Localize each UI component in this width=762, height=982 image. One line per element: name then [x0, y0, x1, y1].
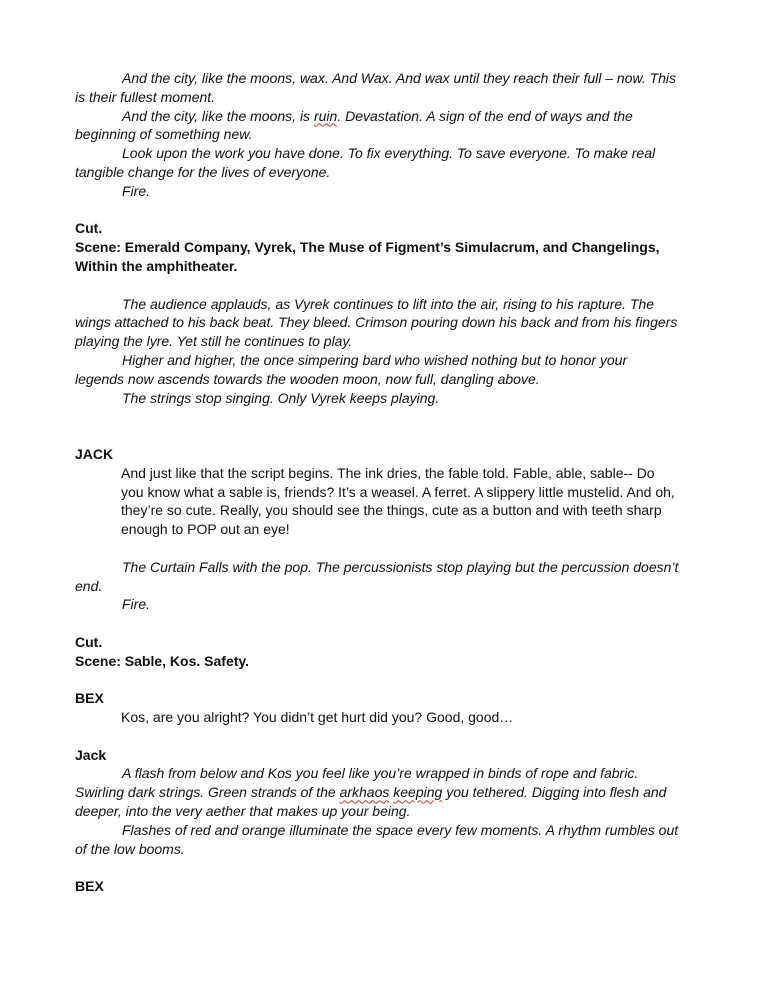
spacer	[75, 614, 680, 633]
text-run: . Devastation. A sign of the end of ways and the beginning of something new.	[75, 107, 633, 143]
action-line: Fire.	[122, 596, 150, 613]
text-run: you tethered. Digging into flesh and deeper, into the very aether that makes up your being.	[75, 784, 667, 820]
action-line: Look upon the work you have done. To fix everything. To save everyone. To make real tangible change for the lives of everyone.	[75, 145, 656, 180]
action-line: Higher and higher, the once simpering bard who wished nothing but to honor your legends now ascends towards the wooden moon, now full, dangling above.	[75, 351, 628, 387]
text-run: And the city, like the moons, is	[122, 107, 314, 124]
speaker-name: Jack	[75, 746, 107, 763]
transition-cut: Cut.	[75, 220, 103, 237]
action-line	[75, 764, 680, 820]
action-line: And the city, like the moons, wax. And Wax. And wax until they reach their full – now. This is their fullest moment.	[75, 70, 677, 105]
action-line: Flashes of red and orange illuminate the space every few moments. A rhythm rumbles out of the low booms.	[75, 821, 679, 857]
speaker-name: BEX	[75, 690, 104, 707]
spacer	[75, 858, 680, 877]
spellcheck-word[interactable]: arkhaos	[339, 784, 390, 801]
speaker-name: JACK	[75, 445, 114, 462]
spellcheck-word[interactable]: ruin	[313, 107, 338, 124]
speaker-name: BEX	[75, 878, 104, 895]
script-page	[75, 69, 680, 896]
spacer	[75, 671, 680, 690]
spacer	[75, 539, 680, 558]
spacer	[75, 201, 680, 220]
scene-heading: Scene: Emerald Company, Vyrek, The Muse of Figment’s Simulacrum, and Changelings, Within the amphitheater.	[75, 239, 660, 274]
scene-heading: Scene: Sable, Kos. Safety.	[75, 652, 250, 669]
transition-cut: Cut.	[75, 633, 103, 650]
text-run: A flash from below and Kos you feel like you’re wrapped in binds of rope and fabric. Swirling dark strings. Green strands of the	[75, 765, 639, 801]
spacer	[75, 276, 680, 295]
spellcheck-word[interactable]: keeping	[393, 784, 443, 801]
action-line: Fire.	[122, 182, 150, 199]
action-line: The audience applauds, as Vyrek continues to lift into the air, rising to his rapture. The wings attached to his back beat. They bleed. Crimson pouring down his back and from his fingers playing the lyre. Yet still he continues to play.	[75, 295, 678, 350]
spacer	[75, 407, 680, 445]
dialogue-text: Kos, are you alright? You didn’t get hurt did you? Good, good…	[121, 709, 514, 726]
action-line	[75, 107, 680, 145]
dialogue-text: And just like that the script begins. The ink dries, the fable told. Fable, able, sable-- Do you know what a sable is, friends? It’s a weasel. A ferret. A slippery little mustelid. And oh, they’re so cute. Really, you should see the things, cute as a button and with teeth sharp enough to POP out an eye!	[121, 464, 675, 538]
action-line: The Curtain Falls with the pop. The percussionists stop playing but the percussion doesn’t end.	[75, 558, 679, 594]
action-line: The strings stop singing. Only Vyrek keeps playing.	[122, 389, 440, 406]
spacer	[75, 727, 680, 746]
